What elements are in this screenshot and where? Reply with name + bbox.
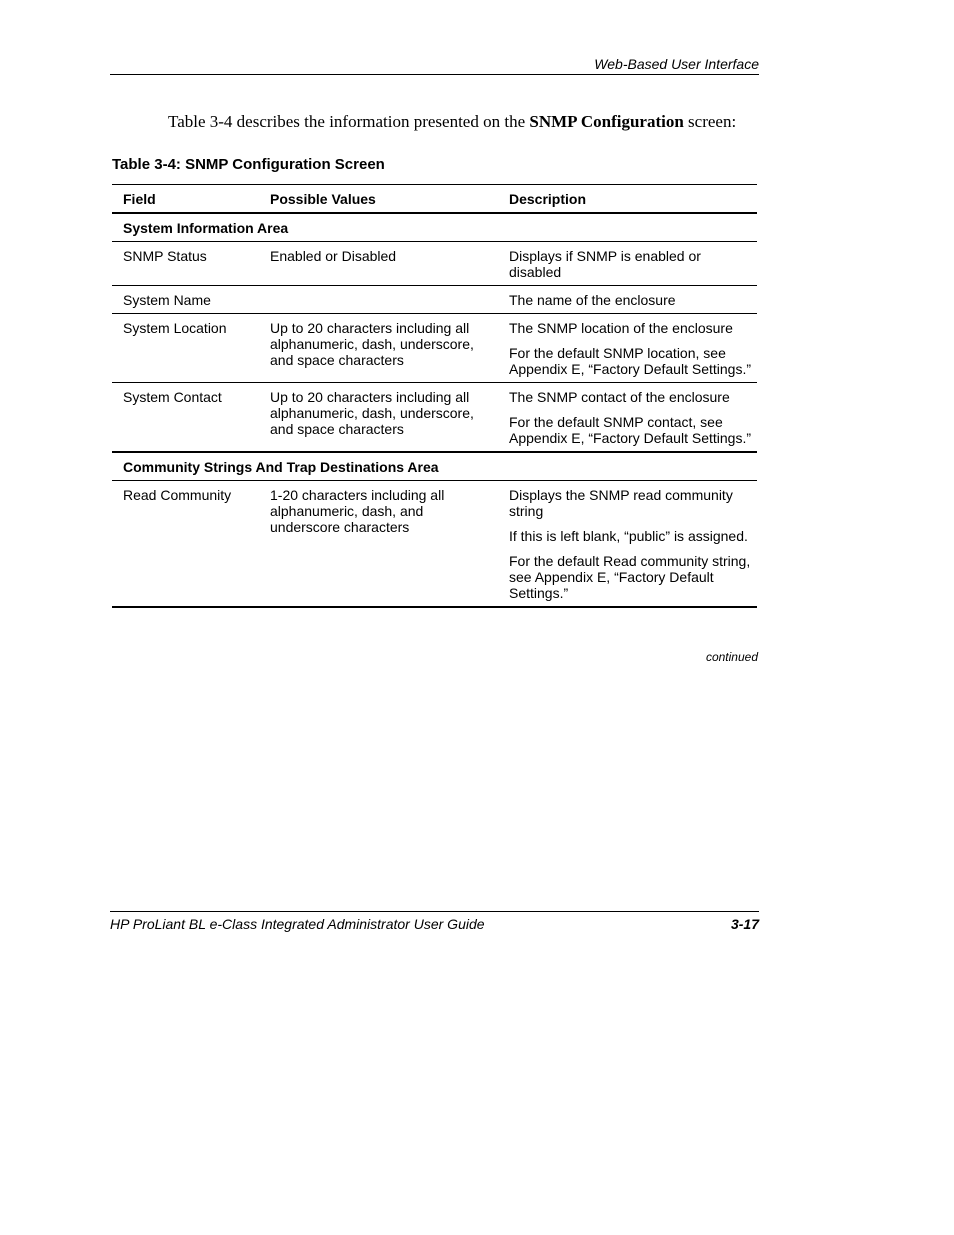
- section-heading: Community Strings And Trap Destinations Area: [112, 452, 757, 481]
- table-header-row: [112, 185, 757, 214]
- cell-field: SNMP Status: [112, 242, 259, 286]
- table-row: [112, 481, 757, 608]
- page-footer: [110, 911, 759, 932]
- description-paragraph: For the default SNMP contact, see Appendix E, “Factory Default Settings.”: [509, 414, 751, 446]
- intro-text-before: Table 3-4 describes the information presented on the: [168, 112, 530, 131]
- description-paragraph: The SNMP location of the enclosure: [509, 320, 733, 336]
- continued-note: continued: [705, 650, 758, 664]
- column-header-description: Description: [498, 185, 757, 214]
- cell-values: 1-20 characters including all alphanumeric, dash, and underscore characters: [259, 481, 498, 608]
- cell-field: System Location: [112, 314, 259, 383]
- cell-values: [259, 286, 498, 314]
- cell-field: System Name: [112, 286, 259, 314]
- description-paragraph: Displays the SNMP read community string: [509, 487, 733, 519]
- table-title: Table 3-4: SNMP Configuration Screen: [112, 156, 385, 173]
- intro-text-bold: SNMP Configuration: [529, 112, 684, 131]
- running-header: Web-Based User Interface: [110, 56, 759, 75]
- description-paragraph: Displays if SNMP is enabled or disabled: [509, 248, 701, 280]
- cell-values: Up to 20 characters including all alphanumeric, dash, underscore, and space characters: [259, 383, 498, 453]
- column-header-field: Field: [112, 185, 259, 214]
- intro-paragraph: [168, 112, 736, 132]
- cell-field: System Contact: [112, 383, 259, 453]
- table-row: [112, 383, 757, 453]
- description-paragraph: The SNMP contact of the enclosure: [509, 389, 730, 405]
- footer-page-number: 3-17: [730, 916, 759, 932]
- description-paragraph: If this is left blank, “public” is assigned.: [509, 528, 748, 544]
- table-row: [112, 286, 757, 314]
- section-heading-row: [112, 452, 757, 481]
- cell-description: [498, 242, 757, 286]
- snmp-configuration-table: [112, 184, 757, 608]
- cell-description: [498, 314, 757, 383]
- description-paragraph: The name of the enclosure: [509, 292, 676, 308]
- column-header-possible-values: Possible Values: [259, 185, 498, 214]
- cell-description: [498, 286, 757, 314]
- cell-field: Read Community: [112, 481, 259, 608]
- table-row: [112, 314, 757, 383]
- section-heading: System Information Area: [112, 213, 757, 242]
- cell-description: [498, 383, 757, 453]
- description-paragraph: For the default Read community string, see Appendix E, “Factory Default Settings.”: [509, 553, 751, 601]
- table-row: [112, 242, 757, 286]
- intro-text-after: screen:: [683, 112, 737, 131]
- section-heading-row: [112, 213, 757, 242]
- cell-description: [498, 481, 757, 608]
- cell-values: Enabled or Disabled: [259, 242, 498, 286]
- description-paragraph: For the default SNMP location, see Appendix E, “Factory Default Settings.”: [509, 345, 751, 377]
- cell-values: Up to 20 characters including all alphanumeric, dash, underscore, and space characters: [259, 314, 498, 383]
- footer-guide-title: HP ProLiant BL e-Class Integrated Administrator User Guide: [110, 916, 485, 932]
